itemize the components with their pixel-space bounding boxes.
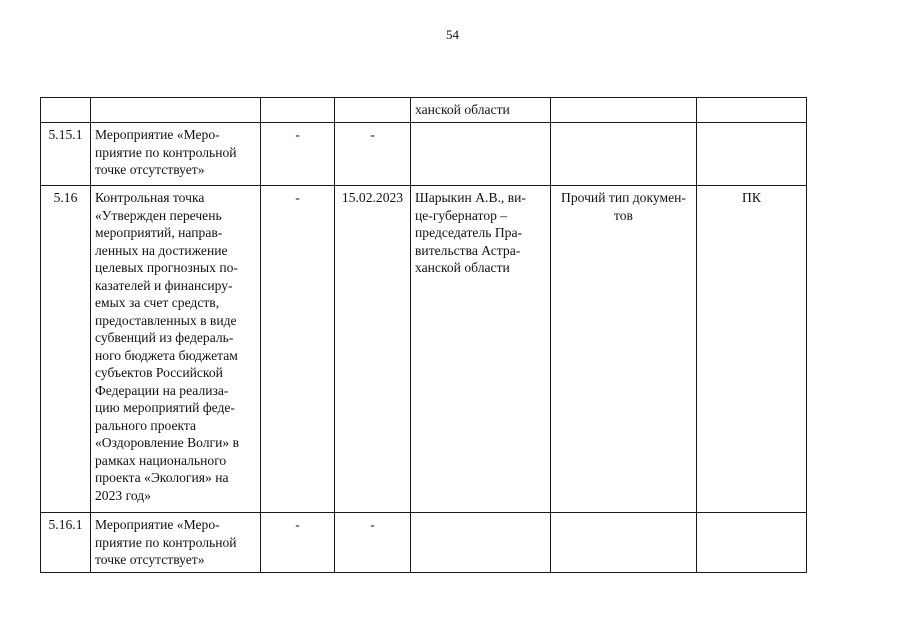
cell-document-type [551,98,697,123]
cell-event-name [91,98,261,123]
cell-level [697,123,807,186]
cell-end-date: - [335,513,411,573]
cell-event-name: Контрольная точка «Утвержден перечень мероприятий, направ- ленных на достижение целевых прогнозных по- казателей и финансиру- емых за счет средств, предоставленных в виде субвенций из федераль- ного бюджета бюджетам субъектов Российской Федерации на реализа- цию мероприятий феде- рального проекта «Оздоровление Волги» в рамках национального проекта «Экология» на 2023 год» [91,186,261,513]
control-points-table [40,97,807,573]
cell-number: 5.15.1 [41,123,91,186]
cell-number: 5.16.1 [41,513,91,573]
table-row [41,513,807,573]
cell-end-date: - [335,123,411,186]
cell-level [697,513,807,573]
cell-responsible [411,513,551,573]
table-row [41,186,807,513]
page-number: 54 [446,27,459,42]
cell-responsible: Шарыкин А.В., ви- це-губернатор – председатель Пра- вительства Астра- ханской области [411,186,551,513]
cell-end-date: 15.02.2023 [335,186,411,513]
cell-responsible: ханской области [411,98,551,123]
cell-end-date [335,98,411,123]
cell-number [41,98,91,123]
cell-level [697,98,807,123]
cell-start-date: - [261,513,335,573]
cell-event-name: Мероприятие «Меро- приятие по контрольной точке отсутствует» [91,123,261,186]
cell-document-type: Прочий тип докумен- тов [551,186,697,513]
table-row [41,98,807,123]
cell-document-type [551,123,697,186]
cell-start-date [261,98,335,123]
cell-responsible [411,123,551,186]
cell-document-type [551,513,697,573]
cell-level: ПК [697,186,807,513]
cell-start-date: - [261,123,335,186]
cell-event-name: Мероприятие «Меро- приятие по контрольной точке отсутствует» [91,513,261,573]
table-row [41,123,807,186]
cell-start-date: - [261,186,335,513]
cell-number: 5.16 [41,186,91,513]
